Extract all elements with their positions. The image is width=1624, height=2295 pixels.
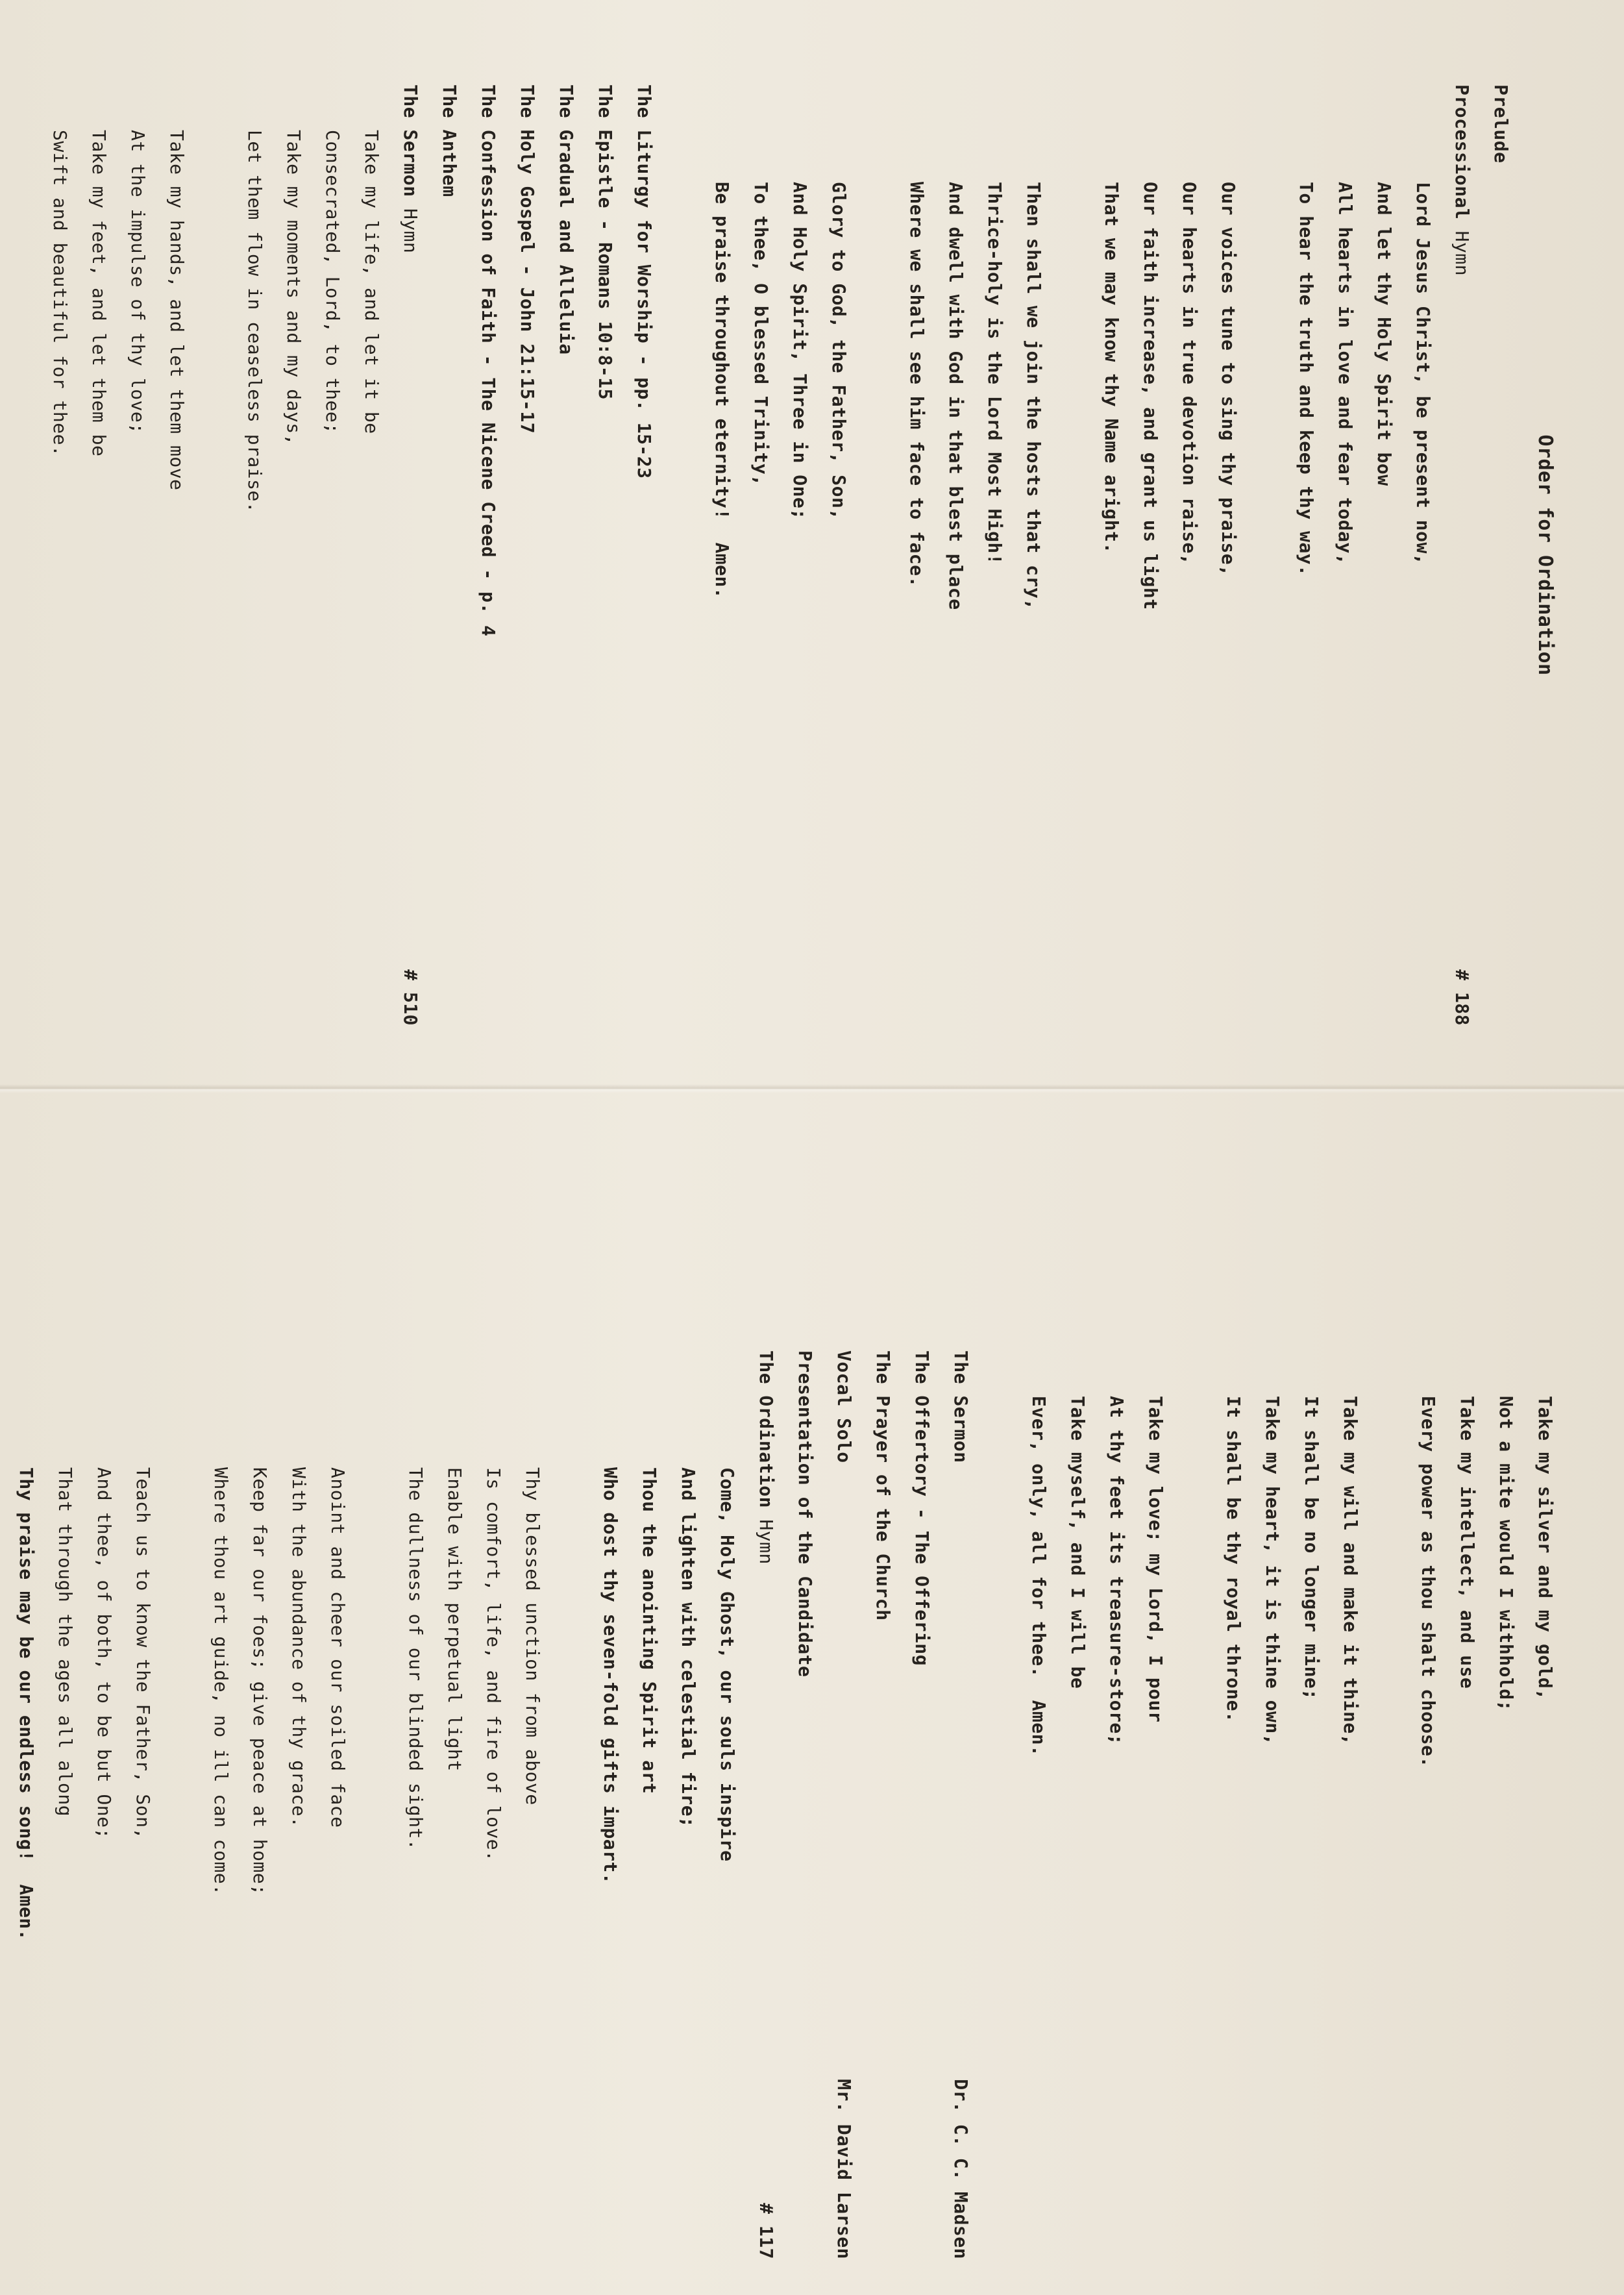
hymn-line: Take my will and make it thine, bbox=[1340, 1396, 1361, 1746]
hymn-line: Take myself, and I will be bbox=[1067, 1396, 1089, 1689]
sermon-label: The Sermon bbox=[400, 84, 421, 197]
order-item-label: The Sermon bbox=[950, 1350, 972, 1463]
page-title: Order for Ordination bbox=[1534, 434, 1556, 676]
ordination-hymn-kind: Hymn bbox=[756, 1519, 777, 1565]
hymn-line: Not a mite would I withhold; bbox=[1495, 1396, 1517, 1712]
fold-crease bbox=[0, 1084, 1624, 1093]
hymn-line: Take my intellect, and use bbox=[1457, 1396, 1478, 1689]
ordination-hymn-heading bbox=[746, 1350, 785, 2259]
hymn-line: With the abundance of thy grace. bbox=[288, 1467, 310, 1828]
order-item: The Liturgy for Worship - pp. 15-23 bbox=[634, 84, 655, 479]
order-item-person: Dr. C. C. Madsen bbox=[950, 2079, 972, 2259]
sermon-hymn-number: # 510 bbox=[400, 969, 421, 1026]
processional-hymn-heading bbox=[1442, 84, 1481, 1026]
hymn-line: Take my feet, and let them be bbox=[88, 130, 110, 457]
order-item: The Anthem bbox=[439, 84, 460, 197]
hymn-line: And let thy Holy Spirit bow bbox=[1373, 182, 1395, 486]
order-item-label: Vocal Solo bbox=[833, 1350, 855, 1463]
hymn-line: Thy blessed unction from above bbox=[522, 1467, 543, 1805]
hymn-line: Take my life, and let it be bbox=[361, 130, 382, 434]
order-item bbox=[863, 1350, 902, 2259]
hymn-line: Take my hands, and let them move bbox=[166, 130, 188, 491]
hymn-line: At the impulse of thy love; bbox=[127, 130, 149, 434]
hymn-line: Where thou art guide, no ill can come. bbox=[210, 1467, 232, 1896]
hymn-line: Thy praise may be our endless song! Amen. bbox=[16, 1467, 37, 1941]
hymn-line: Where we shall see him face to face. bbox=[906, 182, 928, 588]
hymn-line: And Holy Spirit, Three in One; bbox=[789, 182, 811, 520]
hymn-line: Who dost thy seven-fold gifts impart. bbox=[600, 1467, 621, 1885]
hymn-line: Every power as thou shalt choose. bbox=[1418, 1396, 1439, 1768]
processional-label: Processional bbox=[1451, 84, 1473, 220]
hymn-line: Thou the anointing Spirit art bbox=[639, 1467, 660, 1794]
program-page-1 bbox=[45, 84, 1564, 1026]
hymn-line: Our faith increase, and grant us light bbox=[1140, 182, 1161, 610]
hymn-line: And thee, of both, to be but One; bbox=[93, 1467, 115, 1839]
processional-kind: Hymn bbox=[1451, 230, 1473, 277]
hymn-line: That through the ages all along bbox=[55, 1467, 76, 1817]
hymn-line: Ever, only, all for thee. Amen. bbox=[1028, 1396, 1050, 1757]
hymn-line: Consecrated, Lord, to thee; bbox=[322, 130, 343, 434]
ordination-label: The Ordination bbox=[756, 1350, 777, 1509]
hymn-line: Our hearts in true devotion raise, bbox=[1179, 182, 1200, 565]
hymn-line: Anoint and cheer our soiled face bbox=[327, 1467, 349, 1828]
order-item: The Confession of Faith - The Nicene Creed - p. 4 bbox=[478, 84, 499, 637]
hymn-line: Let them flow in ceaseless praise. bbox=[244, 130, 265, 514]
hymn-line: Enable with perpetual light bbox=[444, 1467, 465, 1772]
hymn-line: Is comfort, life, and fire of love. bbox=[483, 1467, 504, 1862]
hymn-line: Teach us to know the Father, Son, bbox=[132, 1467, 154, 1839]
hymn-line: At thy feet its treasure-store; bbox=[1106, 1396, 1127, 1746]
hymn-line: Take my moments and my days, bbox=[283, 130, 304, 446]
hymn-line: Take my heart, it is thine own, bbox=[1262, 1396, 1283, 1746]
order-item: The Epistle - Romans 10:8-15 bbox=[595, 84, 616, 401]
program-page-2 bbox=[16, 1350, 1564, 2259]
order-item bbox=[824, 1350, 863, 2259]
order-item-label: The Offertory - The Offering bbox=[911, 1350, 933, 1667]
hymn-line: Keep far our foes; give peace at home; bbox=[249, 1467, 271, 1896]
processional-hymn-number: # 188 bbox=[1451, 969, 1473, 1026]
hymn-line: That we may know thy Name aright. bbox=[1101, 182, 1122, 554]
hymn-line: Then shall we join the hosts that cry, bbox=[1023, 182, 1044, 610]
hymn-line: Be praise throughout eternity! Amen. bbox=[711, 182, 733, 599]
hymn-line bbox=[0, 84, 1, 1026]
hymn-line: To thee, O blessed Trinity, bbox=[750, 182, 772, 486]
order-item: The Gradual and Alleluia bbox=[556, 84, 577, 355]
order-item: The Holy Gospel - John 21:15-17 bbox=[517, 84, 538, 434]
hymn-line: Swift and beautiful for thee. bbox=[49, 130, 71, 457]
order-item bbox=[941, 1350, 980, 2259]
sermon-hymn-heading bbox=[391, 84, 430, 1026]
prelude: Prelude bbox=[1490, 84, 1512, 164]
sermon-hymn-kind: Hymn bbox=[400, 208, 421, 254]
order-item bbox=[785, 1350, 824, 2259]
hymn-line: Thrice-holy is the Lord Most High! bbox=[984, 182, 1005, 565]
hymn-line: Come, Holy Ghost, our souls inspire bbox=[717, 1467, 738, 1862]
hymn-line: It shall be no longer mine; bbox=[1301, 1396, 1322, 1700]
order-item-label: The Prayer of the Church bbox=[872, 1350, 894, 1621]
hymn-line: It shall be thy royal throne. bbox=[1223, 1396, 1244, 1723]
hymn-line: The dullness of our blinded sight. bbox=[405, 1467, 426, 1851]
ordination-hymn-number: # 117 bbox=[756, 2203, 777, 2259]
hymn-line: Lord Jesus Christ, be present now, bbox=[1412, 182, 1434, 565]
order-item-label: Presentation of the Candidate bbox=[794, 1350, 816, 1678]
hymn-line: Our voices tune to sing thy praise, bbox=[1218, 182, 1239, 577]
hymn-line: And lighten with celestial fire; bbox=[678, 1467, 699, 1828]
order-item-person: Mr. David Larsen bbox=[833, 2079, 855, 2259]
hymn-line: To hear the truth and keep thy way. bbox=[1296, 182, 1317, 577]
hymn-line: All hearts in love and fear today, bbox=[1335, 182, 1356, 565]
hymn-line: Glory to God, the Father, Son, bbox=[828, 182, 850, 520]
hymn-line: And dwell with God in that blest place bbox=[945, 182, 966, 610]
hymn-line: Take my silver and my gold, bbox=[1534, 1396, 1556, 1700]
hymn-line: Take my love; my Lord, I pour bbox=[1145, 1396, 1166, 1723]
order-item bbox=[902, 1350, 941, 2259]
